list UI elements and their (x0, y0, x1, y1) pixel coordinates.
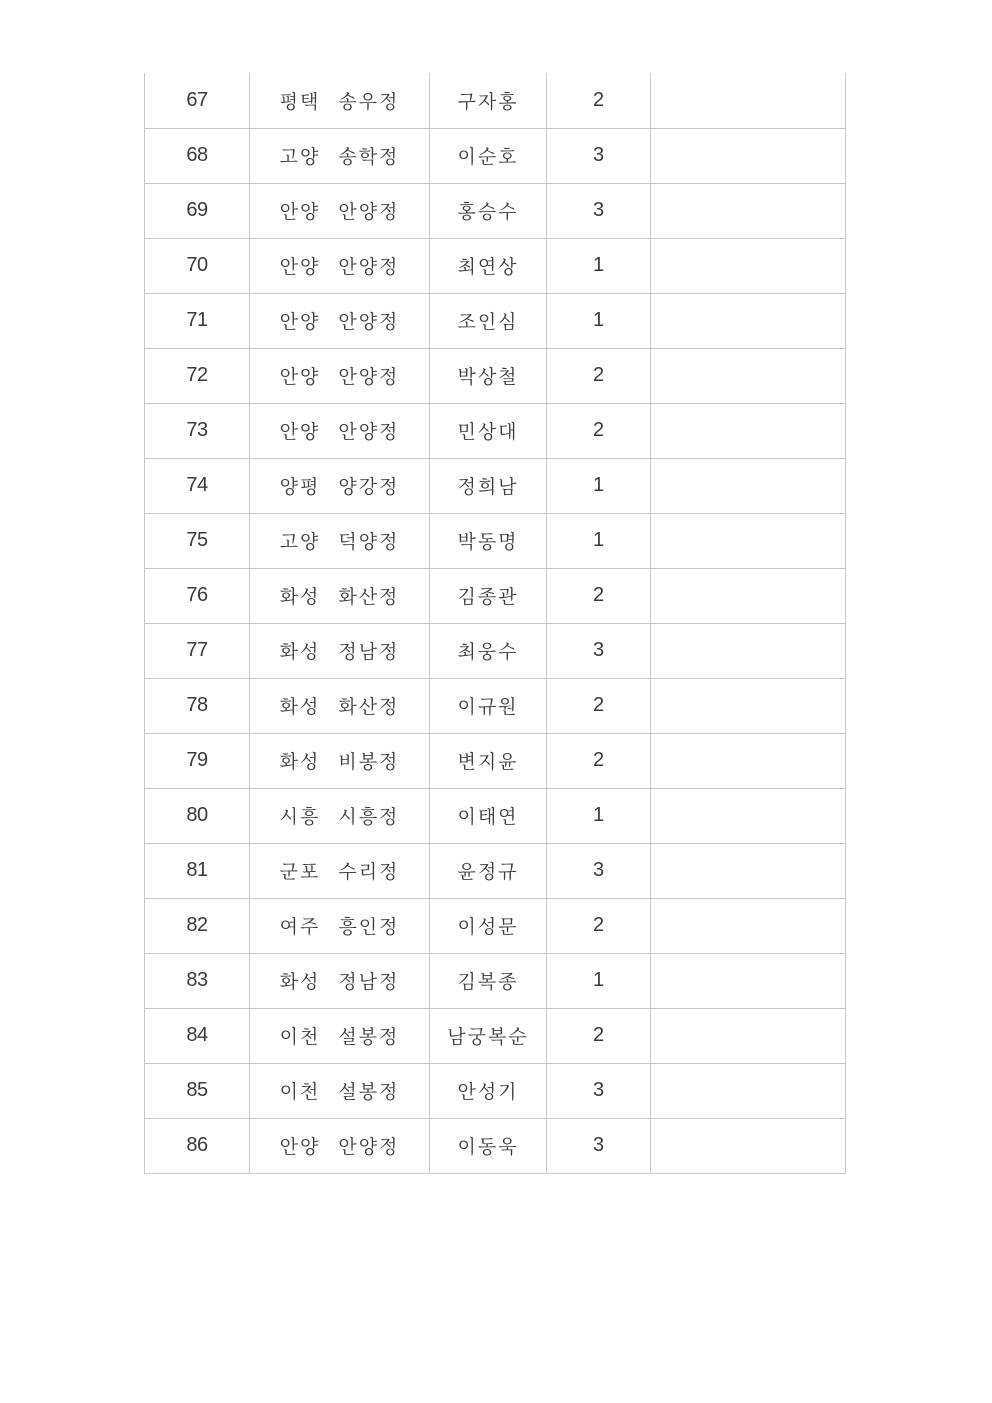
row-number: 68 (145, 128, 250, 183)
row-note (651, 843, 846, 898)
row-name: 정희남 (430, 458, 547, 513)
row-grade: 1 (547, 293, 651, 348)
row-note (651, 183, 846, 238)
row-name: 박상철 (430, 348, 547, 403)
row-name: 윤정규 (430, 843, 547, 898)
row-note (651, 788, 846, 843)
row-grade: 2 (547, 678, 651, 733)
row-number: 81 (145, 843, 250, 898)
row-grade: 1 (547, 513, 651, 568)
table-row (145, 403, 846, 458)
row-grade: 3 (547, 183, 651, 238)
row-place: 이천 설봉정 (250, 1008, 430, 1063)
row-name: 이동욱 (430, 1118, 547, 1173)
row-name: 이규원 (430, 678, 547, 733)
table-row (145, 568, 846, 623)
table-row (145, 73, 846, 128)
table-row (145, 623, 846, 678)
row-note (651, 1118, 846, 1173)
row-number: 71 (145, 293, 250, 348)
table-row (145, 843, 846, 898)
row-note (651, 458, 846, 513)
row-grade: 2 (547, 1008, 651, 1063)
row-number: 80 (145, 788, 250, 843)
row-name: 민상대 (430, 403, 547, 458)
row-note (651, 128, 846, 183)
row-number: 78 (145, 678, 250, 733)
row-place: 안양 안양정 (250, 293, 430, 348)
row-number: 73 (145, 403, 250, 458)
table-row (145, 128, 846, 183)
row-number: 79 (145, 733, 250, 788)
table-row (145, 1063, 846, 1118)
row-name: 김복종 (430, 953, 547, 1008)
row-number: 70 (145, 238, 250, 293)
row-place: 안양 안양정 (250, 1118, 430, 1173)
row-place: 안양 안양정 (250, 238, 430, 293)
row-note (651, 73, 846, 128)
row-grade: 2 (547, 403, 651, 458)
row-number: 82 (145, 898, 250, 953)
row-grade: 1 (547, 238, 651, 293)
row-note (651, 623, 846, 678)
row-number: 76 (145, 568, 250, 623)
table-row (145, 183, 846, 238)
row-name: 박동명 (430, 513, 547, 568)
row-name: 최연상 (430, 238, 547, 293)
row-name: 남궁복순 (430, 1008, 547, 1063)
table-row (145, 733, 846, 788)
row-number: 77 (145, 623, 250, 678)
row-grade: 1 (547, 458, 651, 513)
row-name: 홍승수 (430, 183, 547, 238)
roster-table (144, 73, 846, 1174)
row-place: 시흥 시흥정 (250, 788, 430, 843)
row-note (651, 1063, 846, 1118)
row-number: 84 (145, 1008, 250, 1063)
row-grade: 2 (547, 898, 651, 953)
row-name: 안성기 (430, 1063, 547, 1118)
row-note (651, 238, 846, 293)
table-row (145, 348, 846, 403)
row-note (651, 293, 846, 348)
row-number: 74 (145, 458, 250, 513)
row-place: 화성 정남정 (250, 623, 430, 678)
row-place: 안양 안양정 (250, 348, 430, 403)
row-note (651, 1008, 846, 1063)
row-place: 여주 흥인정 (250, 898, 430, 953)
row-grade: 3 (547, 128, 651, 183)
row-place: 안양 안양정 (250, 183, 430, 238)
table-row (145, 1118, 846, 1173)
table-row (145, 293, 846, 348)
row-grade: 3 (547, 1118, 651, 1173)
row-place: 이천 설봉정 (250, 1063, 430, 1118)
row-note (651, 678, 846, 733)
row-place: 화성 화산정 (250, 678, 430, 733)
row-place: 군포 수리정 (250, 843, 430, 898)
row-grade: 3 (547, 623, 651, 678)
row-grade: 2 (547, 73, 651, 128)
row-number: 86 (145, 1118, 250, 1173)
row-note (651, 733, 846, 788)
row-place: 양평 양강정 (250, 458, 430, 513)
table-row (145, 953, 846, 1008)
row-place: 안양 안양정 (250, 403, 430, 458)
table-row (145, 513, 846, 568)
row-number: 72 (145, 348, 250, 403)
row-note (651, 568, 846, 623)
row-name: 이태연 (430, 788, 547, 843)
row-place: 고양 송학정 (250, 128, 430, 183)
row-grade: 1 (547, 953, 651, 1008)
row-name: 변지윤 (430, 733, 547, 788)
row-name: 조인심 (430, 293, 547, 348)
row-name: 구자홍 (430, 73, 547, 128)
table-row (145, 1008, 846, 1063)
table-row (145, 788, 846, 843)
row-number: 69 (145, 183, 250, 238)
table-row (145, 458, 846, 513)
row-grade: 3 (547, 1063, 651, 1118)
row-grade: 3 (547, 843, 651, 898)
row-place: 화성 비봉정 (250, 733, 430, 788)
row-note (651, 513, 846, 568)
row-number: 85 (145, 1063, 250, 1118)
row-grade: 2 (547, 348, 651, 403)
table-row (145, 238, 846, 293)
row-grade: 1 (547, 788, 651, 843)
row-number: 75 (145, 513, 250, 568)
row-grade: 2 (547, 568, 651, 623)
table-row (145, 898, 846, 953)
row-place: 고양 덕양정 (250, 513, 430, 568)
row-note (651, 898, 846, 953)
table-row (145, 678, 846, 733)
row-place: 평택 송우정 (250, 73, 430, 128)
row-name: 최웅수 (430, 623, 547, 678)
row-name: 이성문 (430, 898, 547, 953)
row-place: 화성 정남정 (250, 953, 430, 1008)
row-note (651, 348, 846, 403)
row-grade: 2 (547, 733, 651, 788)
row-note (651, 403, 846, 458)
roster-table-body (145, 73, 846, 1173)
row-note (651, 953, 846, 1008)
row-number: 67 (145, 73, 250, 128)
row-name: 이순호 (430, 128, 547, 183)
row-number: 83 (145, 953, 250, 1008)
row-name: 김종관 (430, 568, 547, 623)
row-place: 화성 화산정 (250, 568, 430, 623)
